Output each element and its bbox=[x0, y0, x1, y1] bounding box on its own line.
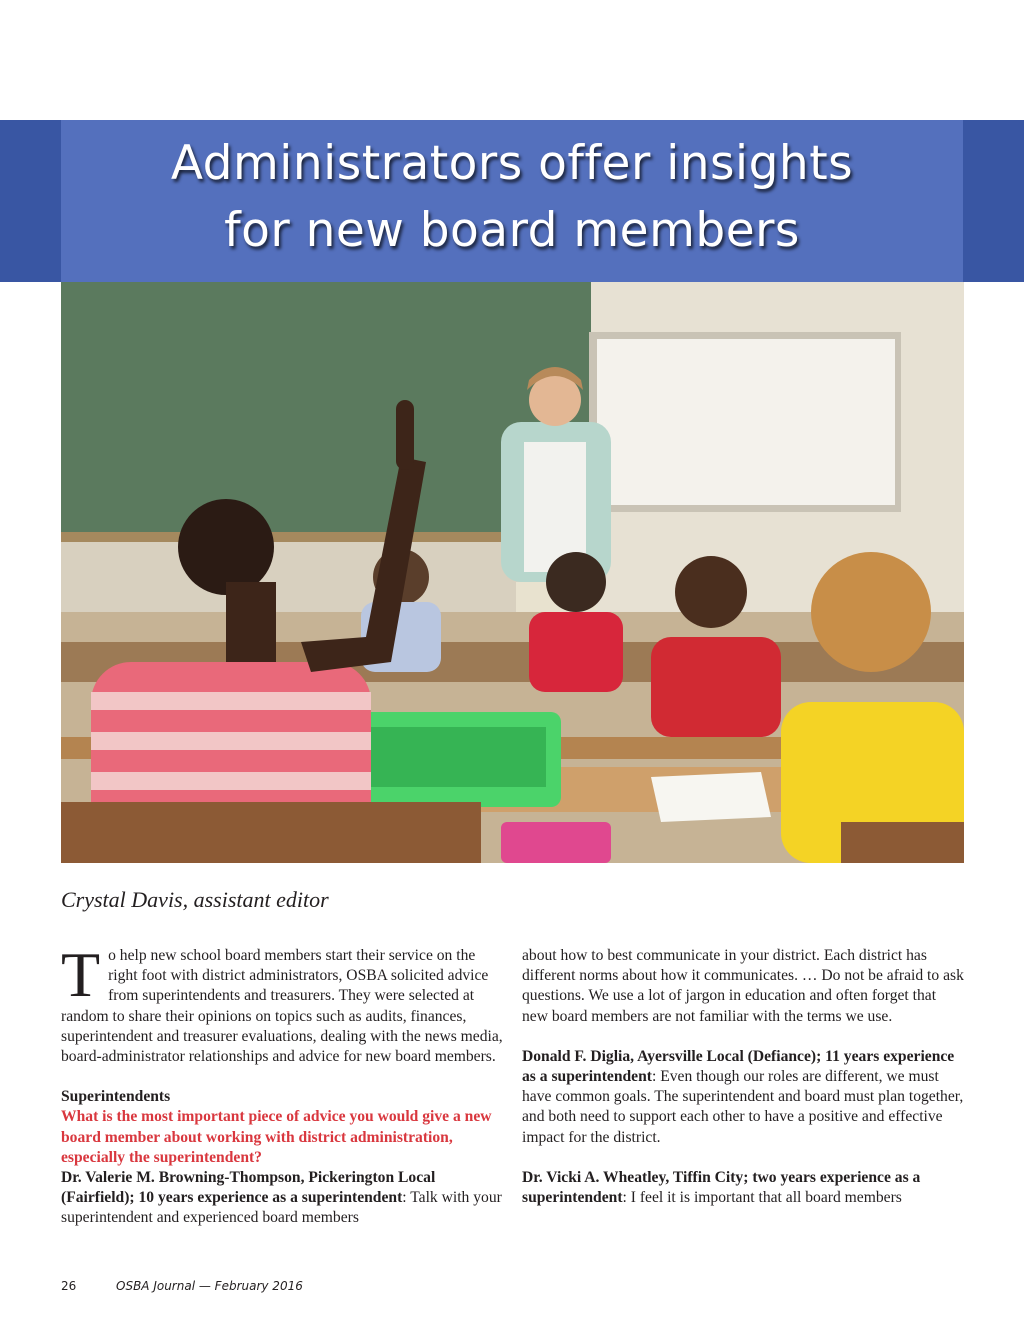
answer-1-text-left: : Talk with your superintendent and experienced board members bbox=[61, 1189, 502, 1227]
article-column-left bbox=[61, 939, 503, 1229]
page-number: 26 bbox=[61, 1279, 77, 1293]
answer-2-name: Donald F. Diglia, Ayersville Local (Defiance); 11 years experience as a superintendent bbox=[522, 1047, 955, 1086]
publication-name: OSBA Journal — February 2016 bbox=[116, 1279, 303, 1293]
page-footer bbox=[61, 1279, 303, 1293]
page-title-line2: for new board members bbox=[224, 203, 800, 258]
answer-1-continued: about how to best communicate in your district. Each district has different norms about how it communicates. … Do not be afraid to ask questions. We use a lot of jargon in education and often forget that new board members are not familiar with the terms we use. bbox=[522, 947, 964, 1025]
answer-2-text: : Even though our roles are different, we must have common goals. The superintendent and board must plan together, and both need to support each other to have a positive and effective impact for the district. bbox=[522, 1068, 964, 1146]
byline: Crystal Davis, assistant editor bbox=[61, 887, 329, 912]
answer-2 bbox=[522, 1047, 964, 1148]
article-column-right bbox=[522, 946, 964, 1208]
page-title-line1: Administrators offer insights bbox=[170, 136, 854, 191]
classroom-photo bbox=[61, 282, 964, 863]
page-title bbox=[61, 130, 963, 264]
intro-paragraph bbox=[61, 939, 503, 1067]
section-heading: Superintendents bbox=[61, 1088, 171, 1106]
answer-1-left bbox=[61, 1168, 503, 1229]
answer-3 bbox=[522, 1168, 964, 1208]
answer-3-text: : I feel it is important that all board members bbox=[622, 1189, 902, 1207]
question-text: What is the most important piece of advice you would give a new board member about working with district administration, especially the superintendent? bbox=[61, 1108, 492, 1166]
drop-cap: T bbox=[61, 939, 101, 1010]
classroom-illustration bbox=[61, 282, 964, 863]
intro-text: o help new school board members start their service on the right foot with district administrators, OSBA solicited advice from superintendents and treasurers. They were selected at random to share their opinions on topics such as audits, finances, superintendent and treasurer evaluations, dealing with the news media, board-administrator relationships and advice for new board members. bbox=[61, 947, 503, 1066]
answer-1-name: Dr. Valerie M. Browning-Thompson, Pickerington Local (Fairfield); 10 years experience as a superintendent bbox=[61, 1169, 436, 1207]
answer-3-name: Dr. Vicki A. Wheatley, Tiffin City; two years experience as a superintendent bbox=[522, 1168, 921, 1207]
